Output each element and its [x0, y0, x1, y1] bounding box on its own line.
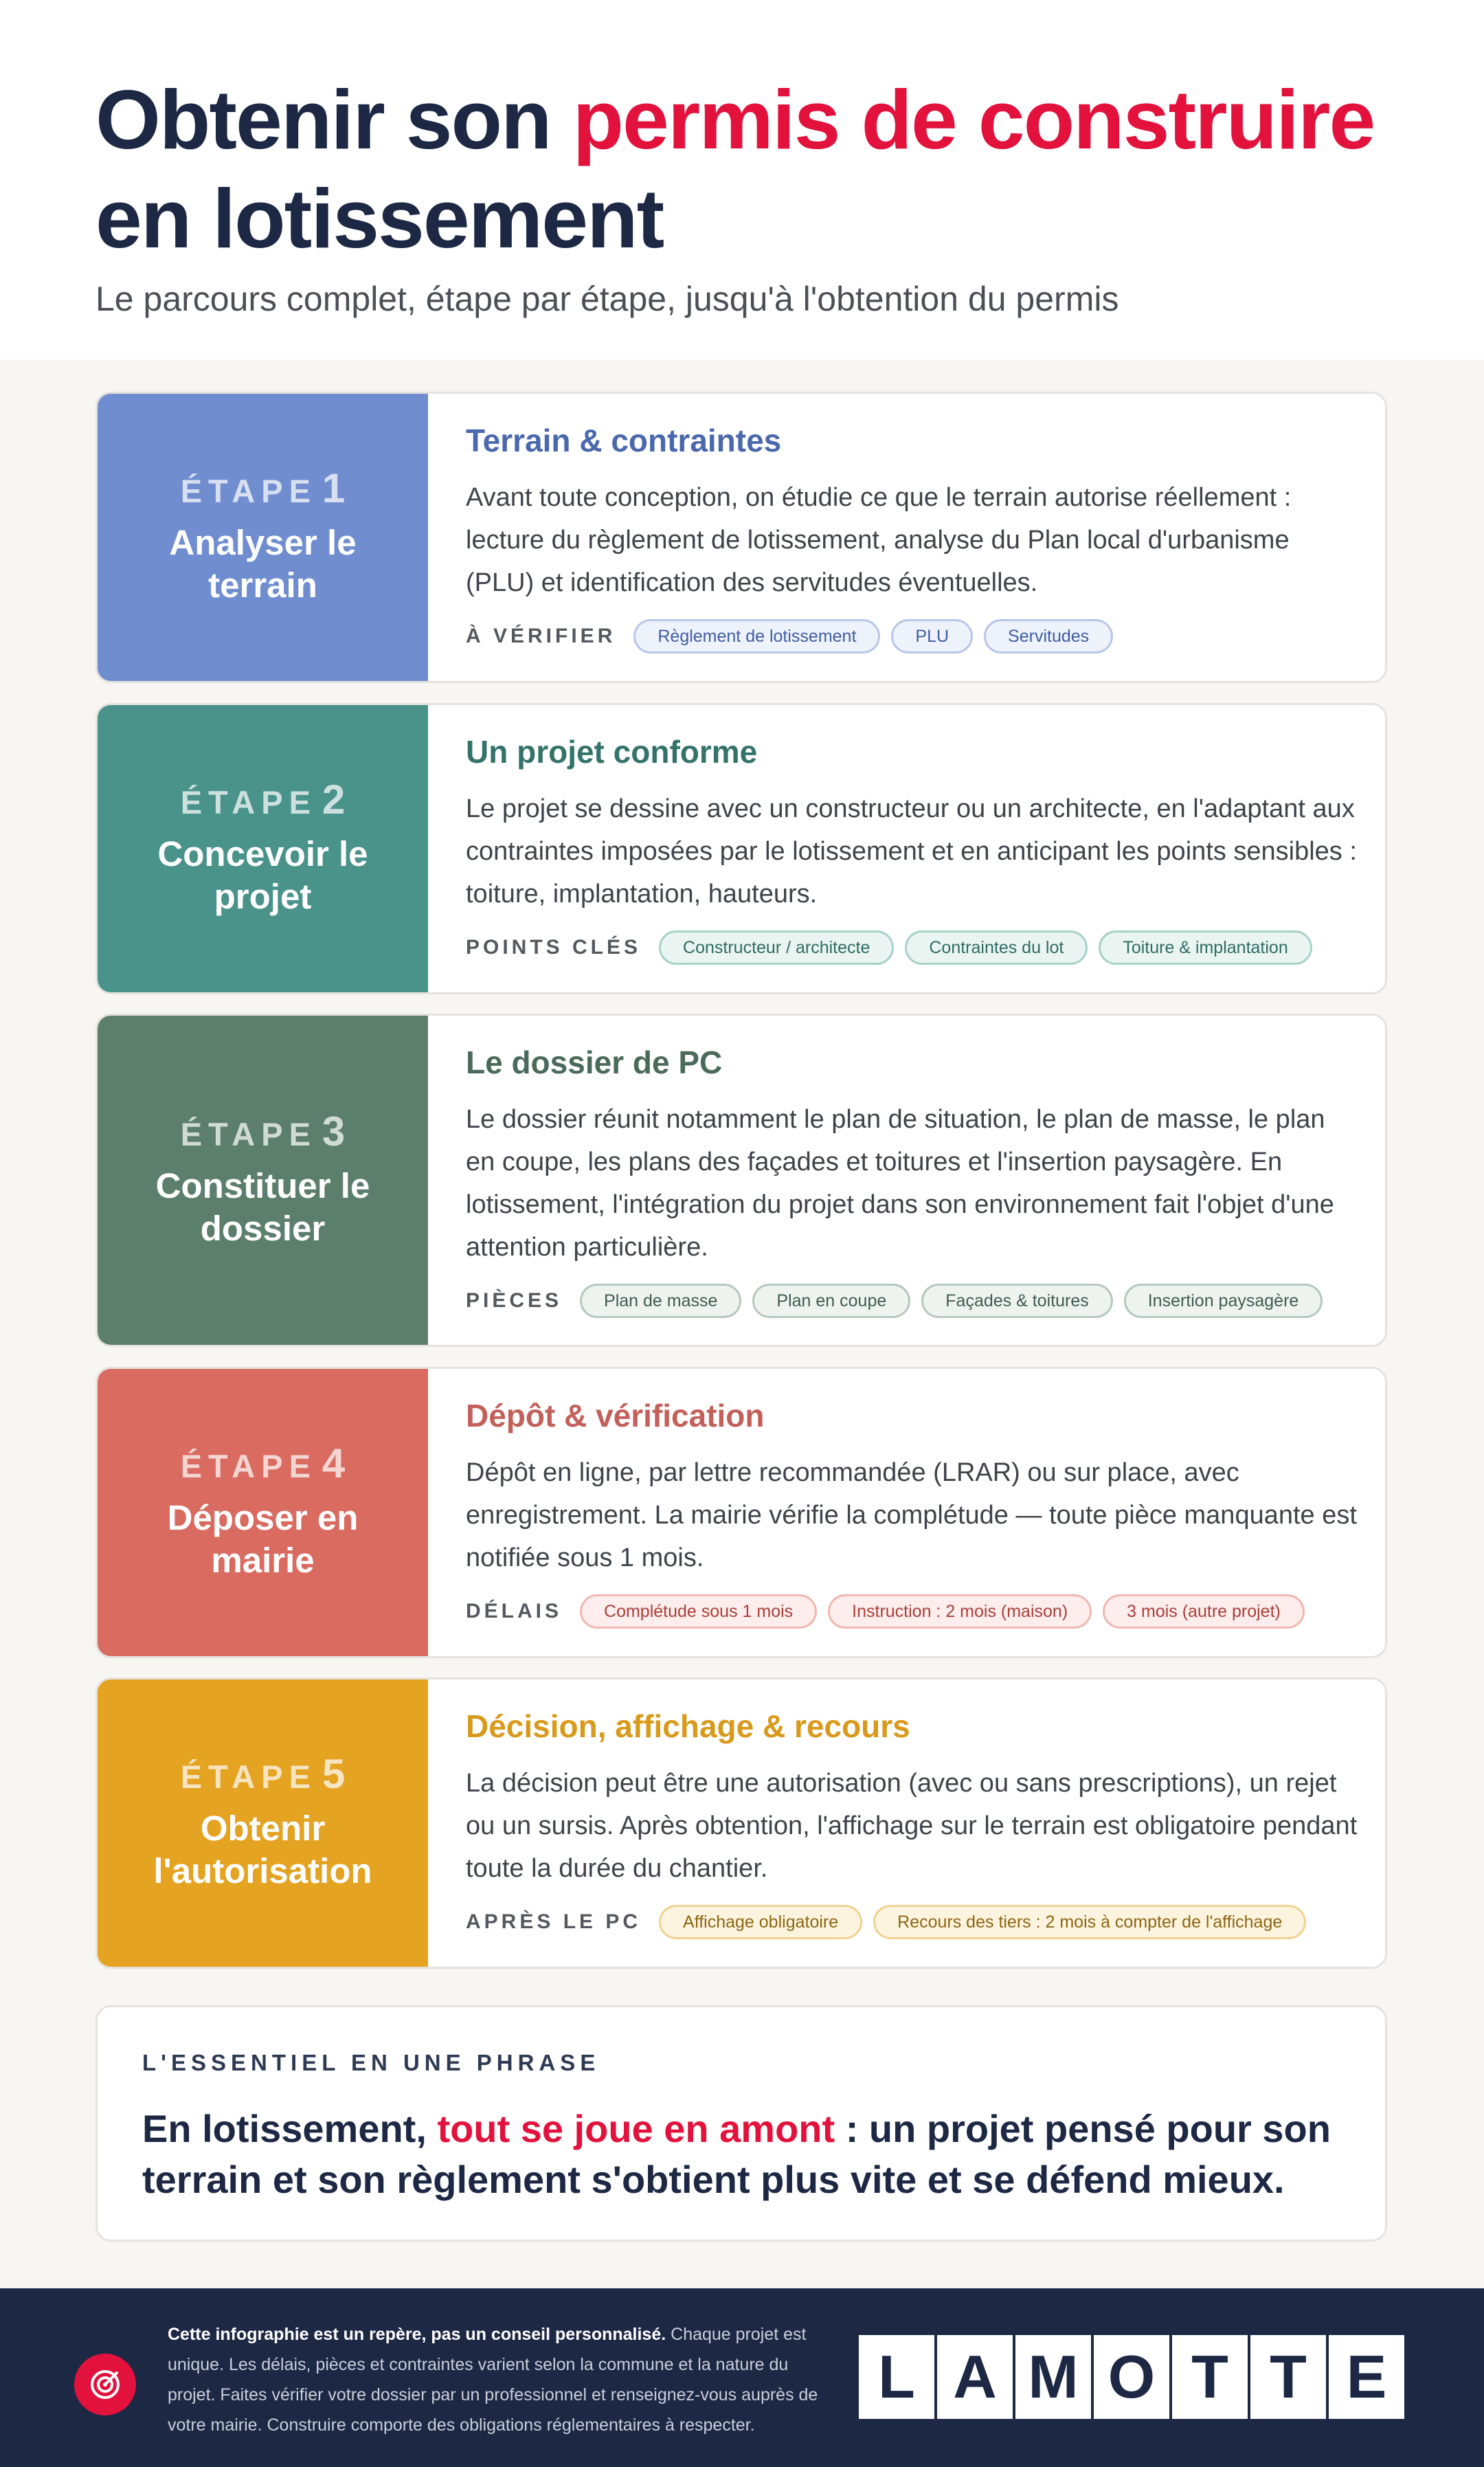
step-number: ÉTAPE 3 [180, 1108, 346, 1154]
step-description: La décision peut être une autorisation (avec ou sans prescriptions), un rejet ou un sursis. Après obtention, l'affichage sur le terrain est obligatoire pendant toute la durée du chantier. [466, 1769, 1358, 1883]
page-title [95, 70, 1442, 268]
step-content [466, 731, 1358, 965]
tag: Façades & toitures [921, 1284, 1112, 1318]
tag-row-label: À VÉRIFIER [466, 625, 616, 647]
tag-row-label: POINTS CLÉS [466, 936, 642, 959]
step-description: Avant toute conception, on étudie ce que le terrain autorise réellement : lecture du règlement de lotissement, analyse du Plan local d'urbanisme (PLU) et identification des servitudes éventuelles. [466, 483, 1292, 597]
tag: Contraintes du lot [905, 930, 1088, 965]
logo-letter: E [1329, 2335, 1404, 2419]
step-name: Déposer en mairie [167, 1498, 359, 1580]
footer-disclaimer: Cette infographie est un repère, pas un conseil personnalisé. Chaque projet est unique. Les délais, pièces et contraintes varient selon la commune et la nature du projet. Faites vérifier votre dossier par un professionnel et renseignez-vous auprès de votre mairie. Construire comporte des obligations réglementaires à respecter. [168, 2325, 818, 2435]
step-heading: Décision, affichage & recours [466, 1708, 910, 1744]
step-label-panel [98, 705, 428, 992]
logo-letter: M [1015, 2335, 1091, 2419]
tag: Toiture & implantation [1099, 930, 1312, 965]
step-content [466, 1042, 1358, 1318]
tag: Plan de masse [580, 1284, 741, 1318]
step-card-4 [95, 1367, 1387, 1658]
step-card-1 [95, 392, 1387, 683]
step-heading: Le dossier de PC [466, 1045, 723, 1080]
tag-row-label: APRÈS LE PC [466, 1910, 642, 1933]
summary-box [95, 2005, 1387, 2242]
step-content [466, 1706, 1358, 1939]
step-label-panel [98, 1679, 428, 1967]
tag-row-label: DÉLAIS [466, 1600, 563, 1622]
footer [0, 2288, 1484, 2467]
logo-letter: A [937, 2335, 1013, 2419]
step-description: Le dossier réunit notamment le plan de situation, le plan de masse, le plan en coupe, les plans des façades et toitures et l'insertion paysagère. En lotissement, l'intégration du projet dans son environnement fait l'objet d'une attention particulière. [466, 1105, 1334, 1262]
tag-row [466, 619, 1358, 654]
step-card-3 [95, 1014, 1387, 1347]
step-description: Dépôt en ligne, par lettre recommandée (LRAR) ou sur place, avec enregistrement. La mairie vérifie la complétude — toute pièce manquante est notifiée sous 1 mois. [466, 1458, 1357, 1572]
step-card-5 [95, 1677, 1387, 1969]
step-number: ÉTAPE 2 [180, 777, 346, 823]
logo-letter: T [1250, 2335, 1326, 2419]
page-subtitle: Le parcours complet, étape par étape, jusqu'à l'obtention du permis [95, 280, 1119, 318]
tag-row [466, 1594, 1358, 1629]
title-accent: permis de construire [572, 73, 1375, 166]
logo-letter: O [1094, 2335, 1169, 2419]
target-icon [74, 2354, 136, 2415]
step-heading: Dépôt & vérification [466, 1398, 765, 1433]
step-name: Concevoir le projet [157, 834, 368, 916]
step-name: Obtenir l'autorisation [153, 1809, 372, 1890]
logo-letter: L [859, 2335, 934, 2419]
tag: Instruction : 2 mois (maison) [828, 1594, 1092, 1629]
step-name: Constituer le dossier [155, 1165, 370, 1248]
title-part: en lotissement [95, 172, 664, 265]
tag-row [466, 930, 1358, 965]
step-content [466, 420, 1358, 654]
logo-letter: T [1172, 2335, 1248, 2419]
step-number: ÉTAPE 4 [180, 1440, 346, 1486]
step-description: Le projet se dessine avec un constructeur ou un architecte, en l'adaptant aux contraintes imposées par le lotissement et en anticipant les points sensibles : toiture, implantation, hauteurs. [466, 794, 1357, 908]
tag-row-label: PIÈCES [466, 1289, 563, 1312]
step-label-panel [98, 1016, 428, 1345]
step-content [466, 1395, 1358, 1629]
tag: Servitudes [984, 619, 1113, 654]
step-number: ÉTAPE 5 [180, 1751, 346, 1797]
step-name: Analyser le terrain [169, 523, 357, 605]
step-number: ÉTAPE 1 [180, 465, 346, 511]
tag: Constructeur / architecte [659, 930, 894, 965]
tag: Insertion paysagère [1124, 1284, 1323, 1318]
title-part: Obtenir son [95, 73, 573, 166]
tag-row [466, 1284, 1358, 1318]
tag-row [466, 1905, 1358, 1939]
step-label-panel [98, 394, 428, 681]
summary-text: En lotissement, tout se joue en amont : un projet pensé pour son terrain et son règlement s'obtient plus vite et se défend mieux. [142, 2107, 1331, 2201]
tag: 3 mois (autre projet) [1103, 1594, 1305, 1629]
header [0, 0, 1484, 359]
tag: Plan en coupe [752, 1284, 910, 1318]
step-label-panel [98, 1369, 428, 1656]
tag: Affichage obligatoire [659, 1905, 862, 1939]
lamotte-logo [859, 2335, 1407, 2419]
step-heading: Terrain & contraintes [466, 423, 782, 458]
tag: PLU [891, 619, 973, 654]
step-heading: Un projet conforme [466, 734, 758, 770]
step-card-2 [95, 703, 1387, 994]
tag: Recours des tiers : 2 mois à compter de l'affichage [873, 1905, 1306, 1939]
summary-label: L'ESSENTIEL EN UNE PHRASE [142, 2050, 600, 2075]
tag: Règlement de lotissement [633, 619, 880, 654]
tag: Complétude sous 1 mois [580, 1594, 817, 1629]
